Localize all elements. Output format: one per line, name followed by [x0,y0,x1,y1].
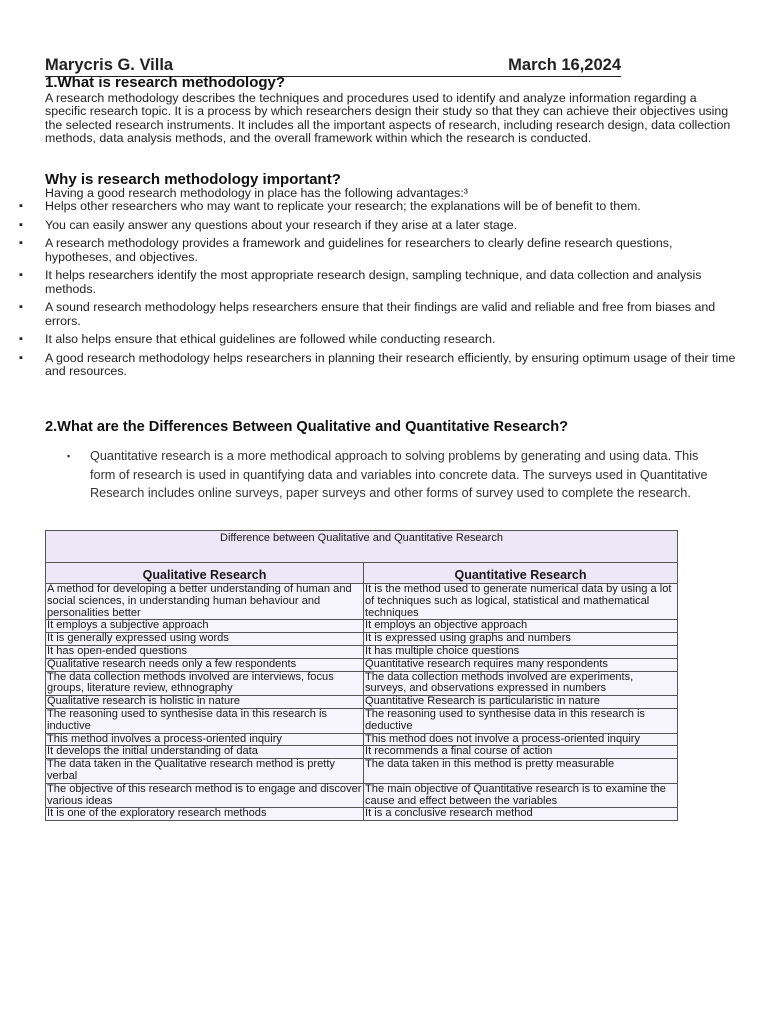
qualitative-cell: It develops the initial understanding of data [46,746,364,759]
quantitative-cell: The data taken in this method is pretty measurable [364,759,678,784]
qualitative-cell: Qualitative research is holistic in nature [46,696,364,709]
list-item: ▪ A good research methodology helps researchers in planning their research efficiently, by ensuring optimum usage of their time and resources. [19,350,736,379]
document-date: March 16,2024 [508,56,621,74]
list-item: ▪ A research methodology provides a framework and guidelines for researchers to clearly define research questions, hypotheses, and objectives. [19,236,673,264]
list-item: ▪ It also helps ensure that ethical guidelines are followed while conducting research. [19,332,496,347]
bullet-icon: ▪ [19,301,23,314]
table-caption: Difference between Qualitative and Quantitative Research [46,531,678,563]
qualitative-cell: It has open-ended questions [46,645,364,658]
table-row [46,746,678,759]
table-row [46,658,678,671]
qualitative-cell: The data taken in the Qualitative research method is pretty verbal [46,759,364,784]
list-item: ▪ It helps researchers identify the most appropriate research design, sampling technique, and data collection and analysis methods. [19,268,702,296]
bullet-icon: ▪ [19,200,23,212]
table-row [46,808,678,821]
comparison-table [45,530,678,821]
why-heading: Why is research methodology important? [45,171,341,188]
qualitative-cell: This method involves a process-oriented inquiry [46,733,364,746]
section2-bullet: ▪ Quantitative research is a more methodical approach to solving problems by generating and using data. This form of research is used in quantifying data and variables into concrete data. The surveys used in Quantitative Research includes online surveys, paper surveys and other forms of survey used to complete the research. [67,449,708,500]
qualitative-cell: The reasoning used to synthesise data in this research is inductive [46,708,364,733]
quantitative-cell: It employs an objective approach [364,620,678,633]
author-name: Marycris G. Villa [45,56,174,74]
table-row [46,696,678,709]
bullet-icon: ▪ [19,333,23,346]
quantitative-cell: It recommends a final course of action [364,746,678,759]
list-item: ▪ Helps other researchers who may want to replicate your research; the explanations will be of benefit to them. [19,199,641,213]
section2-heading: 2.What are the Differences Between Qualitative and Quantitative Research? [45,419,569,435]
table-row [46,645,678,658]
qualitative-cell: It is generally expressed using words [46,633,364,646]
advantages-list [0,200,740,384]
quantitative-cell: The reasoning used to synthesise data in this research is deductive [364,708,678,733]
bullet-icon: ▪ [19,269,23,282]
bullet-icon: ▪ [19,237,23,250]
quantitative-cell: The data collection methods involved are experiments, surveys, and observations expressed in numbers [364,671,678,696]
table-row [46,759,678,784]
section1-paragraph: A research methodology describes the techniques and procedures used to identify and analyze information regarding a specific research topic. It is a process by which researchers design their study so that they can achieve their objectives using the selected research instruments. It includes all the important aspects of research, including research design, data collection methods, data analysis methods, and the overall framework within which the research is conducted. [45,91,731,146]
bullet-icon: ▪ [19,351,23,364]
table-row [46,708,678,733]
quantitative-cell: It is expressed using graphs and numbers [364,633,678,646]
bullet-icon: ▪ [67,451,71,461]
table-row [46,671,678,696]
qualitative-cell: It is one of the exploratory research methods [46,808,364,821]
quantitative-cell: Quantitative Research is particularistic in nature [364,696,678,709]
quantitative-cell: It is the method used to generate numerical data by using a lot of techniques such as logical, statistical and mathematical techniques [364,584,678,620]
column-header-quantitative: Quantitative Research [364,563,678,584]
column-header-qualitative: Qualitative Research [46,563,364,584]
quantitative-cell: This method does not involve a process-oriented inquiry [364,733,678,746]
quantitative-cell: The main objective of Quantitative research is to examine the cause and effect between the variables [364,783,678,808]
quantitative-cell: It has multiple choice questions [364,645,678,658]
quantitative-cell: It is a conclusive research method [364,808,678,821]
list-item: ▪ You can easily answer any questions about your research if they arise at a later stage. [19,217,518,232]
list-item: ▪ A sound research methodology helps researchers ensure that their findings are valid and reliable and free from biases and errors. [19,300,716,328]
table-row [46,620,678,633]
bullet-icon: ▪ [19,218,23,231]
table-row [46,633,678,646]
table-row [46,733,678,746]
section1-heading: 1.What is research methodology? [45,74,286,91]
quantitative-cell: Quantitative research requires many respondents [364,658,678,671]
qualitative-cell: It employs a subjective approach [46,620,364,633]
qualitative-cell: A method for developing a better understanding of human and social sciences, in understanding human behaviour and personalities better [46,584,364,620]
why-intro: Having a good research methodology in place has the following advantages:³ [45,186,468,200]
qualitative-cell: Qualitative research needs only a few respondents [46,658,364,671]
table-row [46,584,678,620]
qualitative-cell: The data collection methods involved are interviews, focus groups, literature review, ethnography [46,671,364,696]
qualitative-cell: The objective of this research method is to engage and discover various ideas [47,782,362,807]
table-row [46,783,678,808]
